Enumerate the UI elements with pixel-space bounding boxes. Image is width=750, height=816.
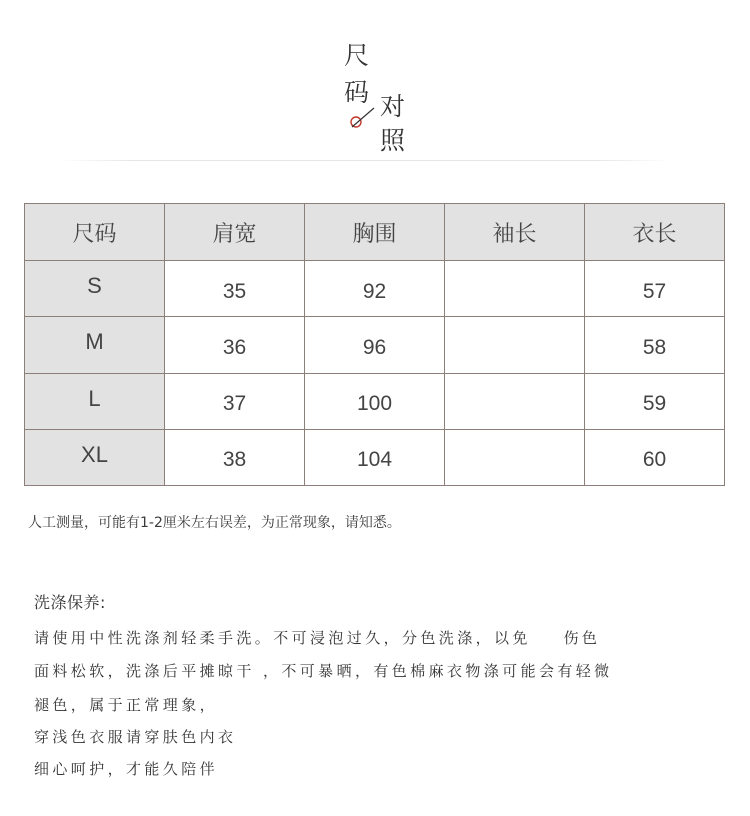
care-line: 细心呵护，才能久陪伴 [34, 760, 219, 778]
shoulder-value: 36 [165, 317, 305, 373]
header-sleeve: 袖长 [445, 204, 585, 261]
shoulder-value: 37 [165, 373, 305, 429]
size-label: XL [25, 429, 165, 485]
care-title: 洗涤保养: [34, 593, 106, 612]
care-line: 面料松软，洗涤后平摊晾干 ，不可暴晒，有色棉麻衣物涤可能会有轻微 [34, 662, 613, 680]
length-value: 57 [585, 261, 725, 317]
table-row [25, 373, 725, 429]
title-char-zhao: 照 [380, 126, 406, 155]
size-chart-title [340, 38, 430, 158]
table-header-row [25, 204, 725, 261]
size-label: M [25, 317, 165, 373]
sleeve-value [445, 373, 585, 429]
header-length: 衣长 [585, 204, 725, 261]
shoulder-value: 38 [165, 429, 305, 485]
sleeve-value [445, 429, 585, 485]
shoulder-value: 35 [165, 261, 305, 317]
care-line: 请使用中性洗涤剂轻柔手洗。不可浸泡过久，分色洗涤，以免 伤色 [34, 629, 601, 647]
care-line: 褪色，属于正常理象， [34, 696, 219, 714]
table-row [25, 317, 725, 373]
sleeve-value [445, 317, 585, 373]
care-line: 穿浅色衣服请穿肤色内衣 [34, 728, 237, 746]
length-value: 58 [585, 317, 725, 373]
chest-value: 92 [305, 261, 445, 317]
title-divider [58, 160, 672, 161]
length-value: 60 [585, 429, 725, 485]
header-shoulder: 肩宽 [165, 204, 305, 261]
title-char-ma: 码 [344, 78, 370, 107]
chest-value: 96 [305, 317, 445, 373]
length-value: 59 [585, 373, 725, 429]
size-label: S [25, 261, 165, 317]
needle-thread-icon [348, 104, 378, 130]
table-row [25, 429, 725, 485]
size-label: L [25, 373, 165, 429]
title-char-chi: 尺 [344, 41, 370, 70]
header-chest: 胸围 [305, 204, 445, 261]
chest-value: 104 [305, 429, 445, 485]
title-char-dui: 对 [380, 92, 406, 121]
table-row [25, 261, 725, 317]
measurement-note: 人工测量，可能有1-2厘米左右误差，为正常现象，请知悉。 [28, 515, 401, 531]
header-size: 尺码 [25, 204, 165, 261]
sleeve-value [445, 261, 585, 317]
size-table [24, 203, 725, 486]
chest-value: 100 [305, 373, 445, 429]
